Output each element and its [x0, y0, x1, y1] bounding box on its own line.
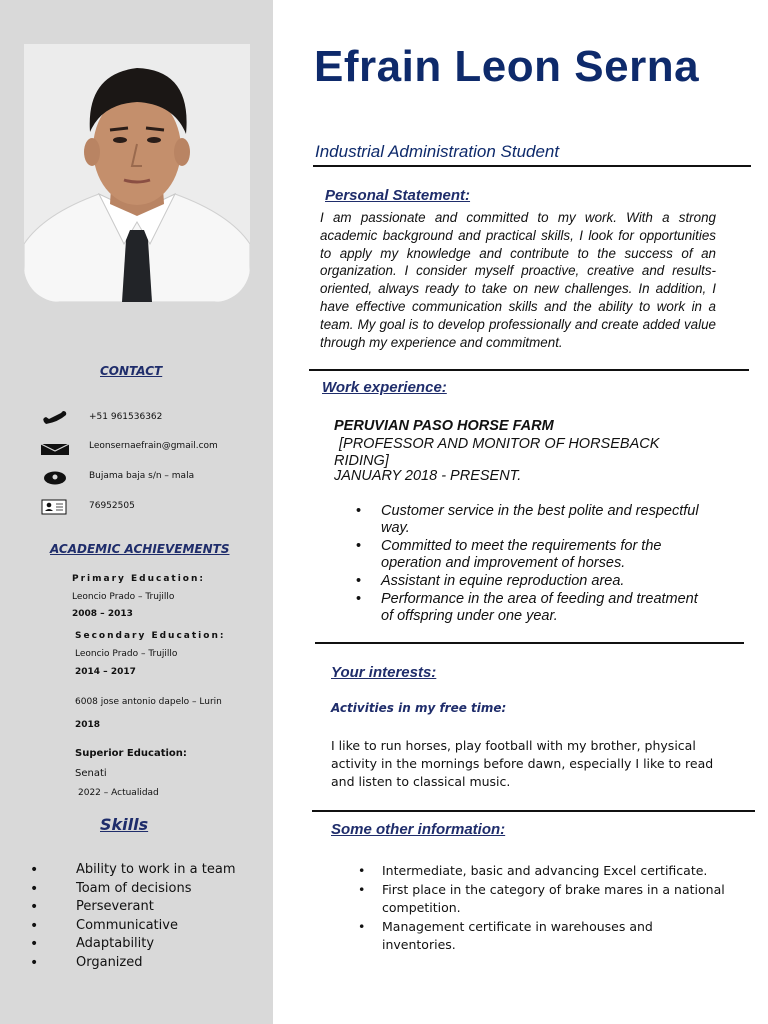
- list-item: • Performance in the area of feeding and treatment of offspring under one year.: [356, 591, 706, 625]
- superior-education-years: 2022 – Actualidad: [78, 788, 159, 798]
- list-item: • Organized: [30, 954, 236, 973]
- secondary-education-school: Leoncio Prado – Trujillo: [75, 649, 178, 659]
- list-item: • Communicative: [30, 917, 236, 936]
- list-item: • Toam of decisions: [30, 880, 236, 899]
- personal-statement-text: I am passionate and committed to my work. With a strong academic background and practical skills, I look for opportunities to apply my knowledge and contribute to the success of an organization. I consider myself proactive, creative and results-oriented, always ready to take on new challenges. In addition, I have effective communication skills and the ability to work in a team. My goal is to develop professionally and create added value through my experience and commitment.: [320, 210, 716, 350]
- list-item: • Committed to meet the requirements for the operation and improvement of horses.: [356, 538, 706, 572]
- secondary-education-label: Secondary Education:: [75, 631, 226, 641]
- other-information-list: [358, 862, 728, 955]
- list-item: • Adaptability: [30, 935, 236, 954]
- contact-id-number: 76952505: [89, 501, 135, 511]
- primary-education-label: Primary Education:: [72, 574, 205, 584]
- skills-list: [30, 861, 236, 972]
- skills-heading: Skills: [100, 815, 149, 834]
- job-role-line: RIDING]: [334, 452, 389, 469]
- interests-heading: Your interests:: [331, 664, 437, 681]
- interests-subheading: Activities in my free time:: [331, 701, 507, 715]
- email-icon: [40, 441, 70, 457]
- list-item: • Perseverant: [30, 898, 236, 917]
- list-item: • Management certificate in warehouses and inventories.: [358, 918, 728, 954]
- superior-education-label: Superior Education:: [75, 748, 187, 759]
- phone-icon: [40, 410, 70, 426]
- interests-text: I like to run horses, play football with my brother, physical activity in the mornings before dawn, especially I like to read and listen to classical music.: [331, 738, 714, 789]
- candidate-name: Efrain Leon Serna: [314, 42, 700, 91]
- candidate-title: Industrial Administration Student: [315, 142, 560, 161]
- list-item: • Assistant in equine reproduction area.: [356, 573, 706, 590]
- id-card-icon: [40, 499, 70, 515]
- list-item: • First place in the category of brake mares in a national competition.: [358, 881, 728, 917]
- academic-heading: ACADEMIC ACHIEVEMENTS: [50, 542, 230, 556]
- other-information-heading: Some other information:: [331, 821, 506, 838]
- profile-photo: [24, 44, 250, 302]
- contact-heading: CONTACT: [100, 364, 163, 378]
- contact-email: Leonsernaefrain@gmail.com: [89, 441, 218, 451]
- contact-phone: +51 961536362: [89, 412, 163, 422]
- divider: [313, 165, 751, 167]
- superior-education-school: Senati: [75, 768, 107, 779]
- list-item: • Ability to work in a team: [30, 861, 236, 880]
- divider: [315, 642, 744, 644]
- other-school-year: 2018: [75, 720, 101, 730]
- employer-name: PERUVIAN PASO HORSE FARM: [334, 418, 554, 434]
- sidebar: [0, 0, 273, 1024]
- job-role: [334, 436, 714, 469]
- divider: [309, 369, 749, 371]
- primary-education-school: Leoncio Prado – Trujillo: [72, 592, 175, 602]
- work-experience-heading: Work experience:: [322, 379, 447, 396]
- job-role-line: [PROFESSOR AND MONITOR OF HORSEBACK: [339, 436, 660, 452]
- secondary-education-years: 2014 – 2017: [75, 667, 136, 677]
- contact-address: Bujama baja s/n – mala: [89, 471, 195, 481]
- other-school: 6008 jose antonio dapelo – Lurin: [75, 697, 222, 707]
- personal-statement-heading: Personal Statement:: [325, 187, 471, 204]
- primary-education-years: 2008 – 2013: [72, 609, 133, 619]
- location-icon: [40, 470, 70, 486]
- divider: [312, 810, 755, 812]
- list-item: • Customer service in the best polite and respectful way.: [356, 503, 706, 537]
- list-item: • Intermediate, basic and advancing Excel certificate.: [358, 862, 728, 880]
- duties-list: [356, 503, 706, 626]
- job-dates: JANUARY 2018 - PRESENT.: [334, 468, 522, 484]
